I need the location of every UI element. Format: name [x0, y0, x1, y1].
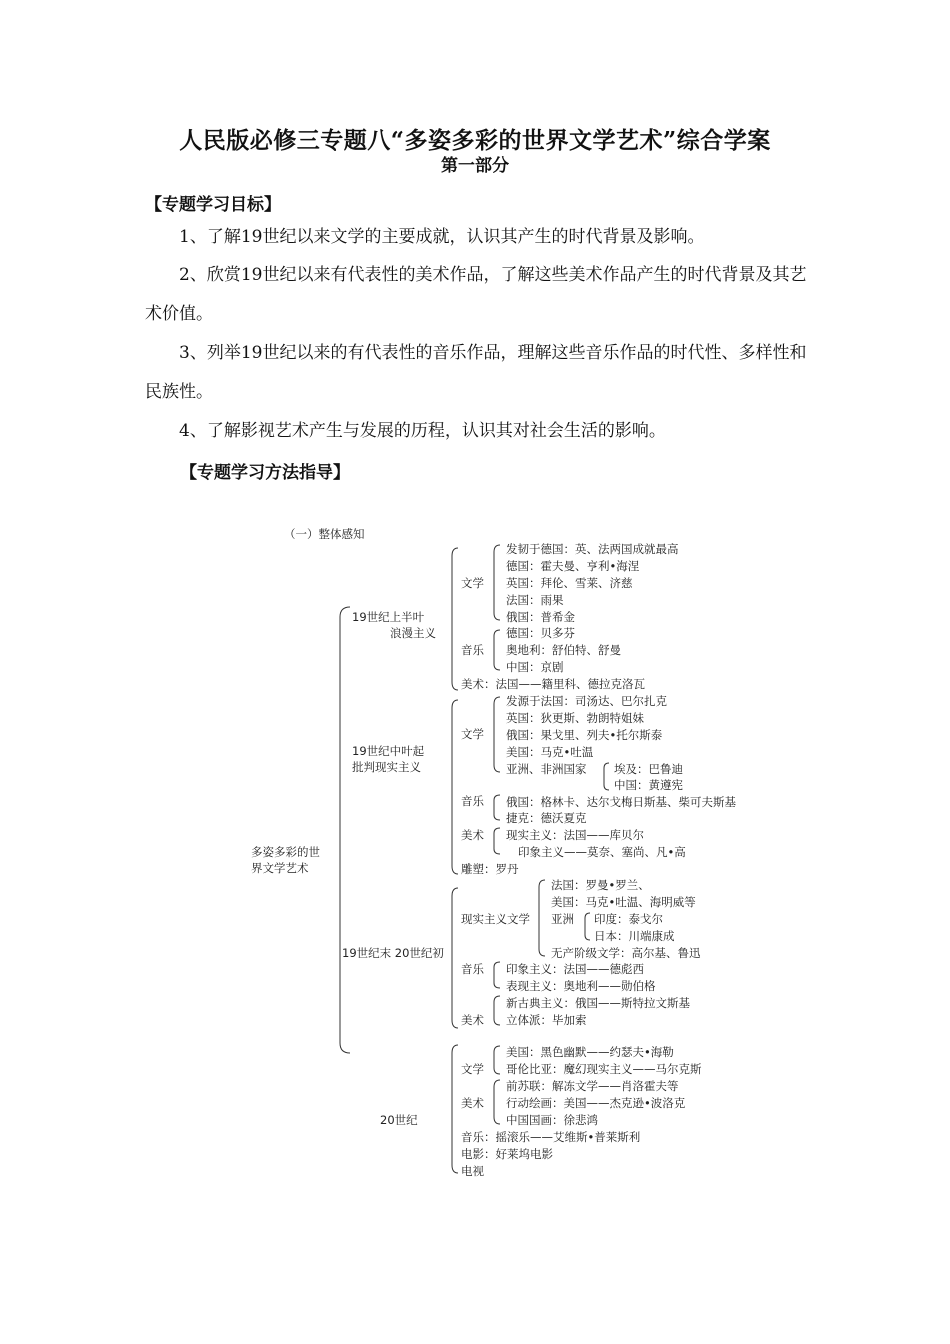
p1-music-brace — [494, 630, 500, 670]
root-brace — [340, 607, 350, 1053]
p3-lit-3: 无产阶级文学：高尔基、鲁迅 — [551, 946, 701, 960]
period3-label: 19世纪末 20世纪初 — [342, 946, 444, 960]
p2-art-1: 印象主义——莫奈、塞尚、凡•高 — [518, 845, 686, 859]
p4-art-2: 中国国画：徐悲鸿 — [506, 1113, 598, 1127]
p3-lit-sub-1: 日本：川端康成 — [594, 929, 675, 943]
p2-art-label: 美术 — [461, 828, 484, 842]
period3-brace — [452, 888, 458, 1028]
p4-film: 电影：好莱坞电影 — [461, 1147, 553, 1161]
diagram-heading: （一）整体感知 — [284, 527, 365, 541]
p1-music-0: 德国：贝多芬 — [506, 626, 575, 640]
p1-lit-0: 发韧于德国：英、法两国成就最高 — [506, 542, 679, 556]
p4-art-label: 美术 — [461, 1096, 484, 1110]
p3-art-label: 美术 — [461, 1013, 484, 1027]
p3-music-label: 音乐 — [461, 962, 484, 976]
p3-art-0: 新古典主义：俄国——斯特拉文斯基 — [506, 996, 690, 1010]
p3-lit-1: 美国：马克•吐温、海明威等 — [551, 895, 696, 909]
p2-art-0: 现实主义：法国——库贝尔 — [506, 828, 644, 842]
p2-lit-label: 文学 — [461, 727, 484, 741]
p3-art-brace — [494, 996, 500, 1025]
p4-art-0: 前苏联：解冻文学——肖洛霍夫等 — [506, 1079, 679, 1093]
p3-music-1: 表现主义：奥地利——勋伯格 — [506, 979, 656, 993]
period4-brace — [452, 1045, 458, 1173]
period4-label: 20世纪 — [380, 1113, 418, 1127]
p1-music-label: 音乐 — [461, 643, 484, 657]
period1-label-line1: 19世纪上半叶 — [352, 610, 425, 624]
p3-lit-label: 现实主义文学 — [461, 912, 530, 926]
p3-lit-0: 法国：罗曼•罗兰、 — [551, 878, 650, 892]
p2-lit-2: 俄国：果戈里、列夫•托尔斯泰 — [506, 728, 663, 742]
p4-lit-0: 美国：黑色幽默——约瑟夫•海勒 — [506, 1045, 674, 1059]
root-label-line2: 界文学艺术 — [251, 861, 309, 875]
p1-lit-2: 英国：拜伦、雪莱、济慈 — [506, 576, 633, 590]
period2-brace — [452, 700, 458, 874]
p1-art: 美术：法国——籍里科、德拉克洛瓦 — [461, 677, 645, 691]
p1-lit-3: 法国：雨果 — [506, 593, 564, 607]
p2-music-1: 捷克：德沃夏克 — [506, 811, 587, 825]
document-subtitle: 第一部分 — [441, 156, 509, 176]
p4-art-1: 行动绘画：美国——杰克逊•波洛克 — [506, 1096, 686, 1110]
p3-lit-sub-0: 印度：泰戈尔 — [594, 912, 663, 926]
root-label-line1: 多姿多彩的世 — [251, 845, 320, 859]
p4-tv: 电视 — [461, 1164, 484, 1178]
document-title: 人民版必修三专题八“多姿多彩的世界文学艺术”综合学案 — [179, 127, 771, 154]
p2-music-brace — [494, 795, 500, 820]
p1-lit-4: 俄国：普希金 — [506, 610, 575, 624]
p2-lit-sub-brace — [604, 763, 609, 790]
p2-lit-sub-1: 中国：黄遵宪 — [614, 778, 683, 792]
p3-lit-2: 亚洲 — [551, 912, 574, 926]
p4-lit-brace — [494, 1046, 500, 1074]
p2-lit-0: 发源于法国：司汤达、巴尔扎克 — [506, 694, 667, 708]
p4-lit-1: 哥伦比亚：魔幻现实主义——马尔克斯 — [506, 1062, 702, 1076]
p4-art-brace — [494, 1080, 500, 1124]
p2-lit-3: 美国：马克•吐温 — [506, 745, 594, 759]
objective-1-text: 1、了解19世纪以来文学的主要成就，认识其产生的时代背景及影响。 — [179, 227, 705, 247]
section-heading-method: 【专题学习方法指导】 — [180, 463, 350, 483]
p2-sculpture: 雕塑：罗丹 — [461, 862, 519, 876]
p1-lit-label: 文学 — [461, 576, 484, 590]
p1-lit-brace — [494, 545, 500, 620]
p1-lit-1: 德国：霍夫曼、亨利•海涅 — [506, 559, 640, 573]
p2-lit-4: 亚洲、非洲国家 — [506, 762, 587, 776]
p4-music: 音乐：摇滚乐——艾维斯•普莱斯利 — [461, 1130, 641, 1144]
period1-brace — [452, 548, 458, 690]
p3-art-1: 立体派：毕加索 — [506, 1013, 587, 1027]
p3-lit-sub-brace — [585, 913, 590, 940]
p2-music-0: 俄国：格林卡、达尔戈梅日斯基、柴可夫斯基 — [506, 795, 736, 809]
p3-lit-brace — [539, 880, 545, 956]
objective-3-text: 3、列举19世纪以来的有代表性的音乐作品，理解这些音乐作品的时代性、多样性和民族性。 — [145, 343, 807, 402]
p2-lit-brace — [494, 697, 500, 772]
p1-music-1: 奥地利：舒伯特、舒曼 — [506, 643, 621, 657]
section-heading-objectives: 【专题学习目标】 — [145, 195, 281, 215]
p2-lit-1: 英国：狄更斯、勃朗特姐妹 — [506, 711, 644, 725]
p3-music-0: 印象主义：法国——德彪西 — [506, 962, 644, 976]
p1-music-2: 中国：京剧 — [506, 660, 564, 674]
p2-music-label: 音乐 — [461, 794, 484, 808]
p2-art-brace — [494, 828, 500, 854]
p2-lit-sub-0: 埃及：巴鲁迪 — [614, 762, 683, 776]
period1-label-line2: 浪漫主义 — [390, 626, 436, 640]
period2-label-line1: 19世纪中叶起 — [352, 744, 425, 758]
period2-label-line2: 批判现实主义 — [352, 760, 421, 774]
objective-2-text: 2、欣赏19世纪以来有代表性的美术作品，了解这些美术作品产生的时代背景及其艺术价值。 — [145, 265, 807, 324]
p4-lit-label: 文学 — [461, 1062, 484, 1076]
p3-music-brace — [494, 962, 500, 988]
objective-4-text: 4、了解影视艺术产生与发展的历程，认识其对社会生活的影响。 — [179, 421, 666, 441]
